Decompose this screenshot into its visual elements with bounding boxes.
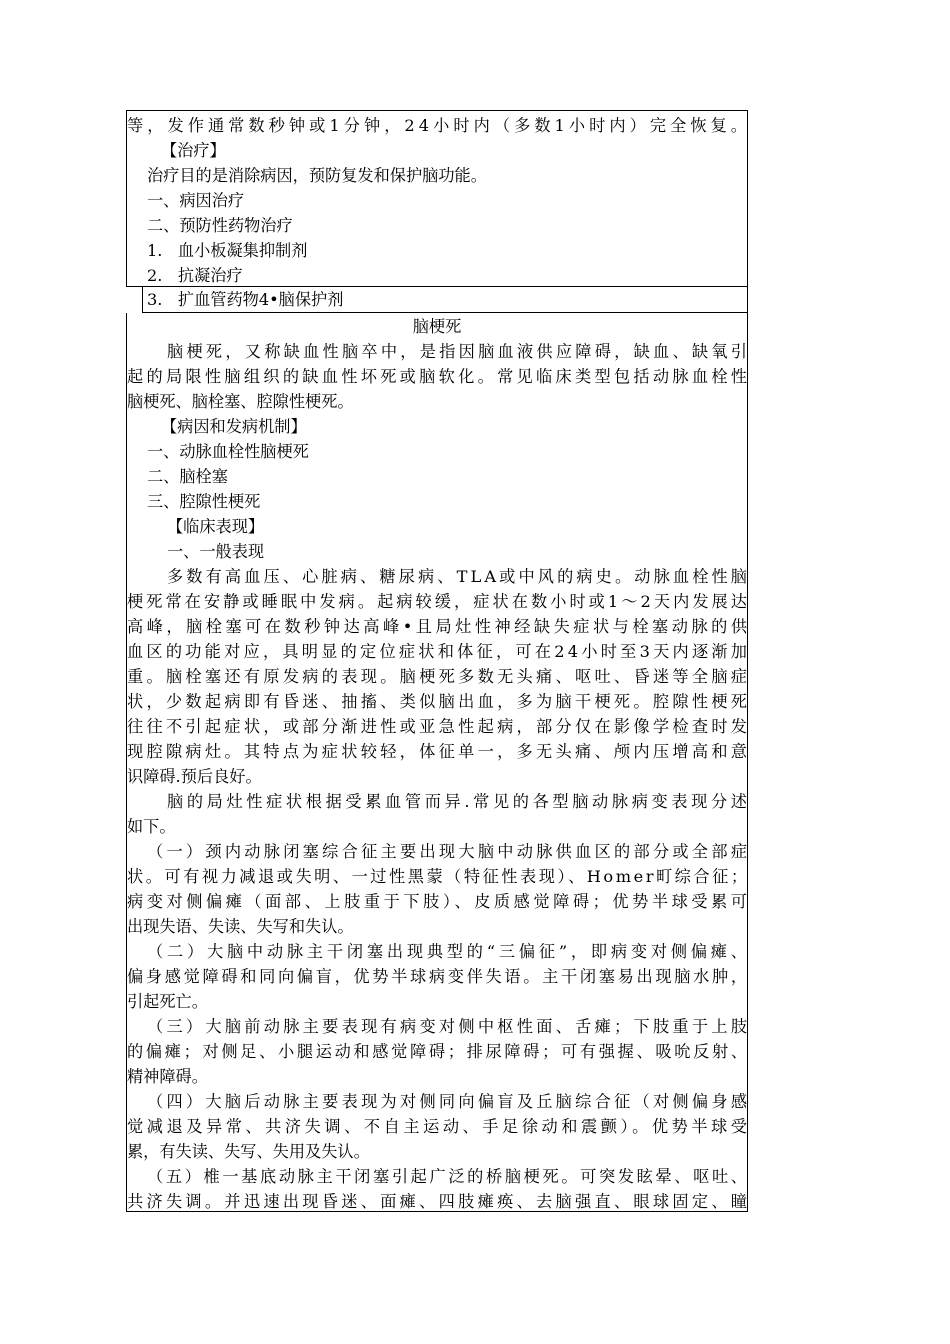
list-item: 2. 抗凝治疗 — [147, 266, 243, 285]
text-line: 病变对侧偏瘫（面部、上肢重于下肢）、皮质感觉障碍；优势半球受累可 — [127, 892, 751, 911]
text-line: 现腔隙病灶。其特点为症状较轻，体征单一，多无头痛、颅内压增高和意 — [127, 742, 751, 761]
text-line: 梗死常在安静或睡眠中发病。起病较缓，症状在数小时或1〜2天内发展达 — [127, 592, 751, 611]
text-line: （二）大脑中动脉主干闭塞出现典型的“三偏征”，即病变对侧偏瘫、 — [147, 942, 751, 961]
list-item: 3. 扩血管药物4•脑保护剂 — [147, 290, 344, 309]
section-heading: 【临床表现】 — [167, 517, 265, 536]
list-item: 一、病因治疗 — [147, 191, 245, 210]
list-item: 二、预防性药物治疗 — [147, 216, 293, 235]
list-item: 三、腔隙性梗死 — [147, 492, 261, 511]
section-title: 脑梗死 — [412, 317, 462, 336]
text-line: 共济失调。并迅速出现昏迷、面瘫、四肢瘫痪、去脑强直、眼球固定、瞳 — [127, 1192, 751, 1211]
text-line: 状，少数起病即有昏迷、抽搐、类似脑出血，多为脑干梗死。腔隙性梗死 — [127, 692, 751, 711]
text-line: （三）大脑前动脉主要表现有病变对侧中枢性面、舌瘫；下肢重于上肢 — [147, 1017, 751, 1036]
text-line: 偏身感觉障碍和同向偏盲，优势半球病变伴失语。主干闭塞易出现脑水肿， — [127, 967, 750, 986]
text-line: 等，发作通常数秒钟或1分钟，24小时内（多数1小时内）完全恢复。 — [127, 116, 752, 135]
text-line: 往往不引起症状，或部分渐进性或亚急性起病，部分仅在影像学检查时发 — [127, 717, 751, 736]
treatment-section — [126, 110, 752, 287]
text-line: 治疗目的是消除病因，预防复发和保护脑功能。 — [147, 166, 487, 185]
text-line: 精神障碍。 — [127, 1067, 208, 1086]
text-line: 的偏瘫；对侧足、小腿运动和感觉障碍；排尿障碍；可有强握、吸吮反射、 — [127, 1042, 750, 1061]
section-heading: 【病因和发病机制】 — [161, 417, 307, 436]
text-line: 重。脑栓塞还有原发病的表现。脑梗死多数无头痛、呕吐、昏迷等全脑症 — [127, 667, 751, 686]
text-line: （四）大脑后动脉主要表现为对侧同向偏盲及丘脑综合征（对侧偏身感 — [147, 1092, 751, 1111]
text-line: 多数有高血压、心脏病、糖尿病、TLA或中风的病史。动脉血栓性脑 — [167, 567, 751, 586]
cerebral-infarction-section — [126, 313, 751, 1212]
list-item: 二、脑栓塞 — [147, 467, 228, 486]
text-line: （一）颈内动脉闭塞综合征主要出现大脑中动脉供血区的部分或全部症 — [147, 842, 751, 861]
treatment-continuation — [142, 287, 748, 313]
text-line: 出现失语、失读、失写和失认。 — [127, 917, 354, 936]
text-line: （五）椎一基底动脉主干闭塞引起广泛的桥脑梗死。可突发眩晕、呕吐、 — [147, 1167, 750, 1186]
text-line: 觉减退及异常、共济失调、不自主运动、手足徐动和震颤）。优势半球受 — [127, 1117, 751, 1136]
text-line: 起的局限性脑组织的缺血性坏死或脑软化。常见临床类型包括动脉血栓性 — [127, 367, 751, 386]
text-line: 血区的功能对应，具明显的定位症状和体征，可在24小时至3天内逐渐加 — [127, 642, 751, 661]
text-line: 如下。 — [127, 817, 176, 836]
text-line: 脑梗死、脑栓塞、腔隙性梗死。 — [127, 392, 354, 411]
text-line: 累，有失读、失写、失用及失认。 — [127, 1142, 370, 1161]
section-heading: 【治疗】 — [161, 141, 226, 160]
text-line: 引起死亡。 — [127, 992, 208, 1011]
subheading: 一、一般表现 — [167, 542, 265, 561]
list-item: 1. 血小板凝集抑制剂 — [147, 241, 308, 260]
text-line: 识障碍.预后良好。 — [127, 767, 262, 786]
text-line: 脑梗死，又称缺血性脑卒中，是指因脑血液供应障碍，缺血、缺氧引 — [167, 342, 751, 361]
text-line: 状。可有视力减退或失明、一过性黑蒙（特征性表现）、Homer町综合征； — [127, 867, 750, 886]
list-item: 一、动脉血栓性脑梗死 — [147, 442, 309, 461]
text-line: 脑的局灶性症状根据受累血管而异.常见的各型脑动脉病变表现分述 — [167, 792, 751, 811]
text-line: 高峰，脑栓塞可在数秒钟达高峰•且局灶性神经缺失症状与栓塞动脉的供 — [127, 617, 751, 636]
